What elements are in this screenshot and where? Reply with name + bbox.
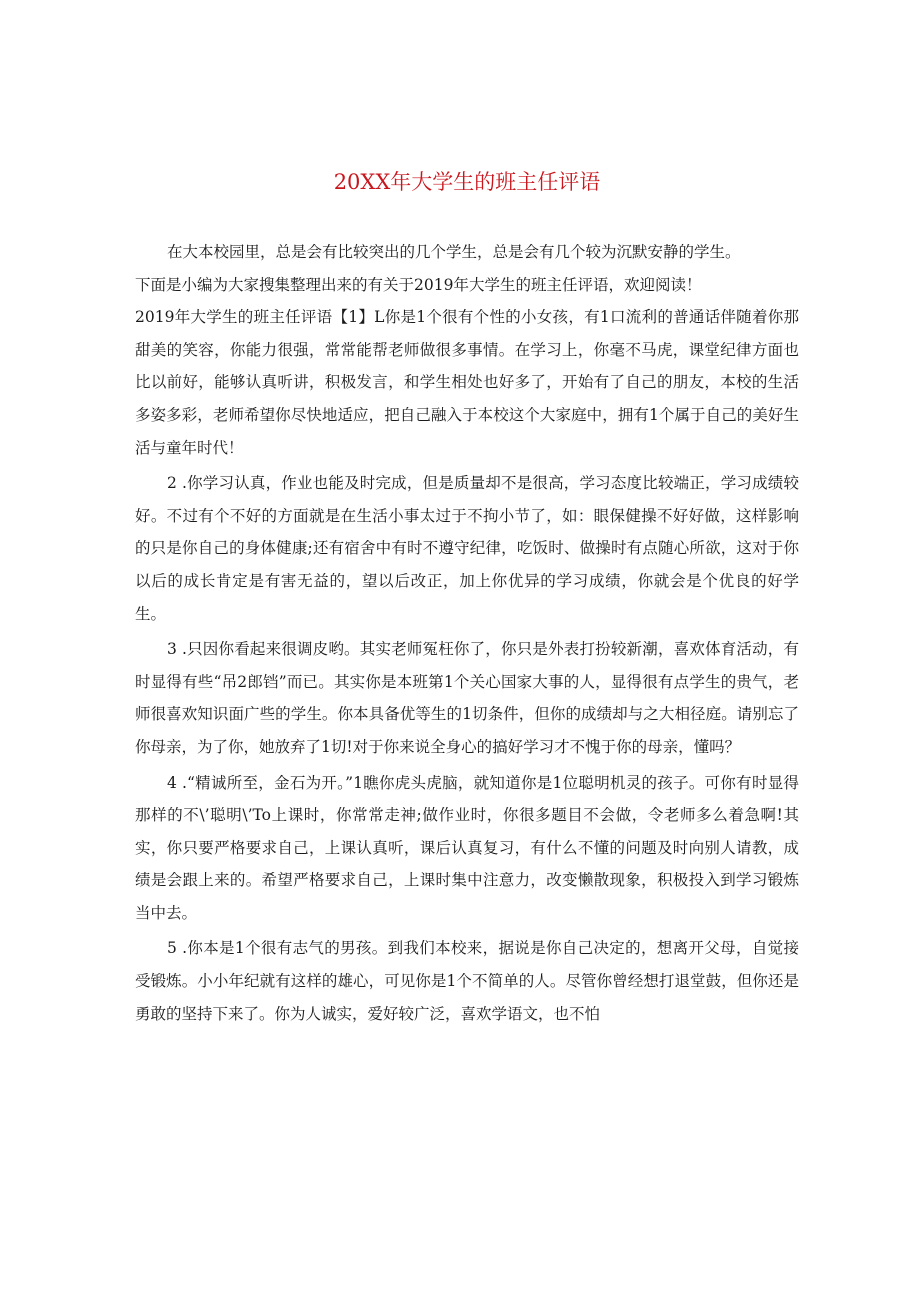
document-title: 20XX年大学生的班主任评语	[333, 170, 601, 194]
document-body	[135, 236, 799, 1030]
paragraph-comment-4: 4 .“精诚所至，金石为开。”1瞧你虎头虎脑，就知道你是1位聪明机灵的孩子。可你有时显得那样的不\’聪明\’To上课时，你常常走神;做作业时，你很多题目不会做，令老师多么着急啊!其实，你只要严格要求自己，上课认真听，课后认真复习，有什么不懂的问题及时向别人请教，成绩是会跟上来的。希望严格要求自己，上课时集中注意力，改变懒散现象，积极投入到学习锻炼当中去。	[135, 773, 799, 922]
paragraph-intro: 在大本校园里，总是会有比较突出的几个学生，总是会有几个较为沉默安静的学生。	[167, 243, 741, 261]
paragraph-comment-5: 5 .你本是1个很有志气的男孩。到我们本校来，据说是你自己决定的，想离开父母，自觉接受锻炼。小小年纪就有这样的雄心，可见你是1个不简单的人。尽管你曾经想打退堂鼓，但你还是勇敢的坚持下来了。你为人诚实，爱好较广泛，喜欢学语文，也不怕	[135, 939, 799, 1023]
paragraph-comment-3: 3 .只因你看起来很调皮哟。其实老师冤枉你了，你只是外表打扮较新潮，喜欢体育活动，有时显得有些“吊2郎铛”而已。其实你是本班第1个关心国家大事的人，显得很有点学生的贵气，老师很喜欢知识面广些的学生。你本具备优等生的1切条件，但你的成绩却与之大相径庭。请别忘了你母亲，为了你，她放弃了1切!对于你来说全身心的搞好学习才不愧于你的母亲，懂吗？	[135, 640, 799, 756]
paragraph-lead: 下面是小编为大家搜集整理出来的有关于2019年大学生的班主任评语，欢迎阅读！	[135, 275, 702, 294]
paragraph-comment-1: 2019年大学生的班主任评语【1】L你是1个很有个性的小女孩，有1口流利的普通话伴随着你那甜美的笑容，你能力很强，常常能帮老师做很多事情。在学习上，你毫不马虎，课堂纪律方面也比以前好，能够认真听讲，积极发言，和学生相处也好多了，开始有了自己的朋友，本校的生活多姿多彩，老师希望你尽快地适应，把自己融入于本校这个大家庭中，拥有1个属于自己的美好生活与童年时代！	[135, 308, 799, 457]
paragraph-comment-2: 2 .你学习认真，作业也能及时完成，但是质量却不是很高，学习态度比较端正，学习成绩较好。不过有个不好的方面就是在生活小事太过于不拘小节了，如：眼保健操不好好做，这样影响的只是你自己的身体健康;还有宿舍中有时不遵守纪律，吃饭时、做操时有点随心所欲，这对于你以后的成长肯定是有害无益的，望以后改正，加上你优异的学习成绩，你就会是个优良的好学生。	[135, 474, 799, 623]
